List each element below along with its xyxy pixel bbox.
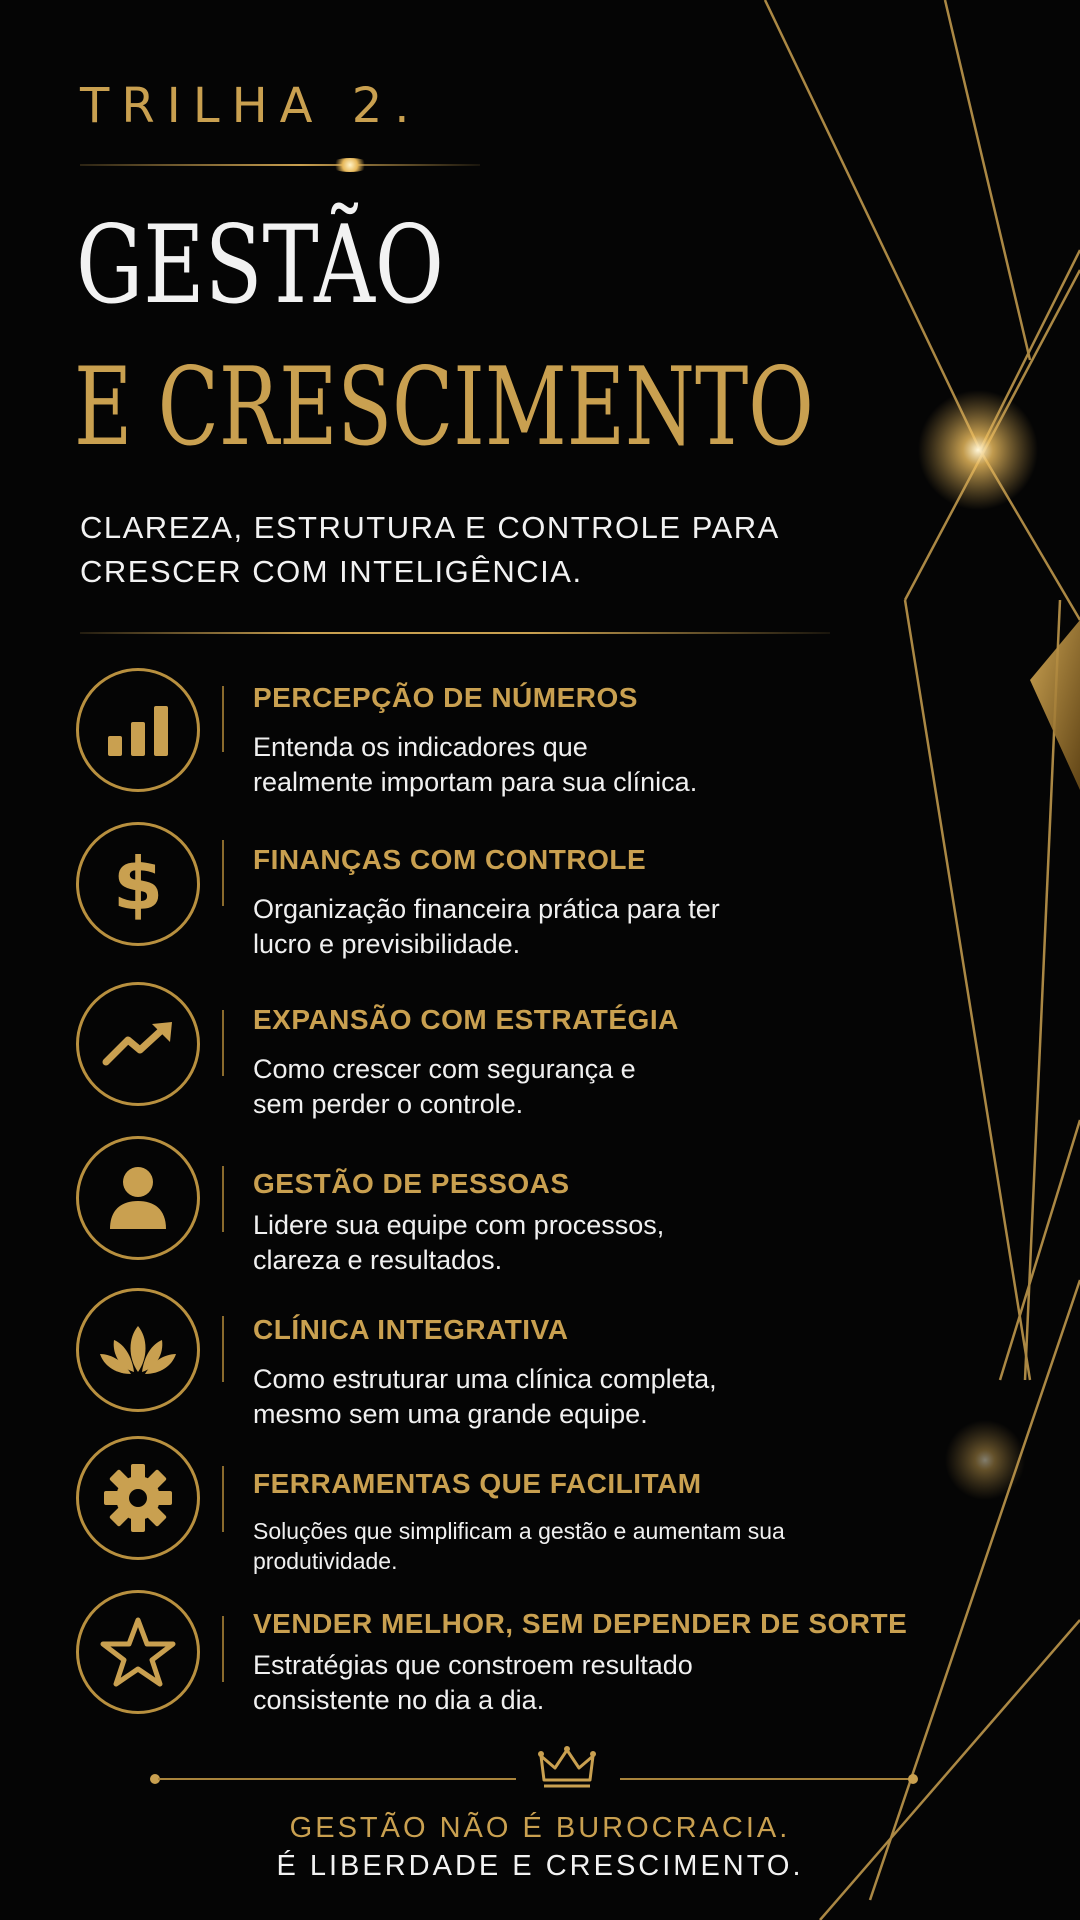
item-description: Entenda os indicadores que realmente importam para sua clínica. — [253, 732, 698, 797]
footer-divider-right — [620, 1778, 910, 1780]
footer-divider-left — [158, 1778, 516, 1780]
item-title: EXPANSÃO COM ESTRATÉGIA — [253, 1004, 679, 1035]
dollar-icon: $ — [76, 822, 200, 946]
trail-label: TRILHA 2. — [80, 78, 422, 134]
item-description: Como estruturar uma clínica completa, mesmo sem uma grande equipe. — [253, 1364, 717, 1429]
header-divider — [80, 164, 480, 166]
item-description: Soluções que simplificam a gestão e aumentam sua produtividade. — [253, 1518, 785, 1574]
item-title: GESTÃO DE PESSOAS — [253, 1168, 570, 1199]
gear-icon — [76, 1436, 200, 1560]
item-description: Organização financeira prática para ter lucro e previsibilidade. — [253, 894, 720, 959]
ornament-dot — [908, 1774, 918, 1784]
footer-line-2: É LIBERDADE E CRESCIMENTO. — [276, 1850, 804, 1882]
item-title: VENDER MELHOR, SEM DEPENDER DE SORTE — [253, 1608, 908, 1639]
crown-icon — [538, 1746, 596, 1795]
title-line-1: GESTÃO — [76, 203, 444, 328]
star-icon — [76, 1590, 200, 1714]
footer-line-1: GESTÃO NÃO É BUROCRACIA. — [289, 1812, 791, 1844]
subtitle-line-2: CRESCER COM INTELIGÊNCIA. — [80, 554, 583, 589]
section-divider — [80, 632, 830, 634]
item-description: Lidere sua equipe com processos, clareza e resultados. — [253, 1210, 665, 1275]
item-description: Como crescer com segurança e sem perder o controle. — [253, 1054, 636, 1119]
item-title: PERCEPÇÃO DE NÚMEROS — [253, 682, 638, 713]
subtitle — [80, 506, 840, 594]
lotus-icon — [76, 1288, 200, 1412]
item-title: CLÍNICA INTEGRATIVA — [253, 1314, 569, 1345]
item-title: FERRAMENTAS QUE FACILITAM — [253, 1468, 702, 1499]
item-description: Estratégias que constroem resultado consistente no dia a dia. — [253, 1650, 693, 1715]
subtitle-line-1: CLAREZA, ESTRUTURA E CONTROLE PARA — [80, 510, 780, 545]
item-title: FINANÇAS COM CONTROLE — [253, 844, 647, 875]
bar-chart-icon — [76, 668, 200, 792]
person-icon — [76, 1136, 200, 1260]
title-line-2: E CRESCIMENTO — [74, 345, 814, 470]
trend-up-icon — [76, 982, 200, 1106]
